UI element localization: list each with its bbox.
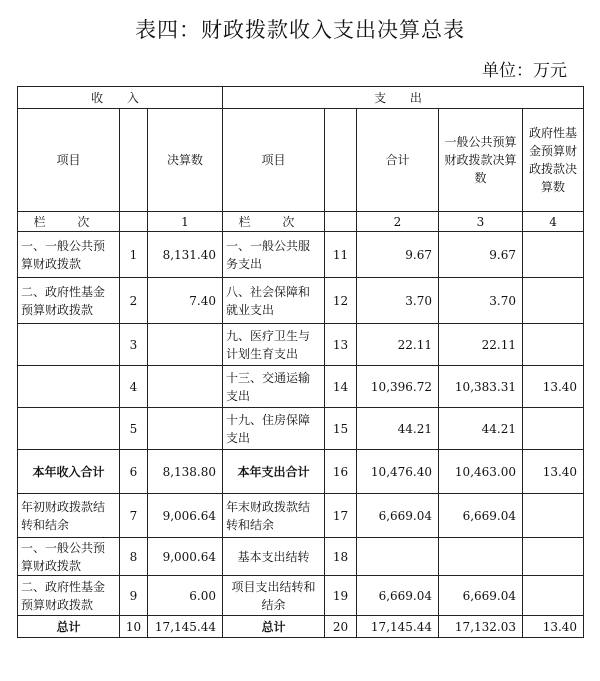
expense-header: 支 出 (223, 87, 584, 109)
page-title: 表四：财政拨款收入支出决算总表 (135, 18, 465, 42)
col-income-no (120, 109, 148, 212)
income-amount: 8,131.40 (148, 232, 223, 278)
income-header: 收 入 (18, 87, 223, 109)
expense-total: 6,669.04 (357, 494, 439, 538)
expense-fund (523, 494, 584, 538)
income-line-no: 3 (120, 324, 148, 366)
income-amount: 7.40 (148, 278, 223, 324)
expense-line-no: 12 (325, 278, 357, 324)
expense-fund: 13.40 (523, 366, 584, 408)
income-line-no: 8 (120, 538, 148, 576)
unit-label: 单位：万元 (482, 61, 567, 81)
expense-item: 基本支出结转 (223, 538, 325, 576)
income-item: 总计 (18, 616, 120, 638)
expense-total: 17,145.44 (357, 616, 439, 638)
expense-fund (523, 576, 584, 616)
expense-total: 10,476.40 (357, 450, 439, 494)
col-income-settled: 决算数 (148, 109, 223, 212)
income-line-no: 2 (120, 278, 148, 324)
income-item: 一、一般公共预算财政拨款 (18, 232, 120, 278)
table-row (18, 450, 584, 494)
income-line-no: 9 (120, 576, 148, 616)
expense-general: 22.11 (439, 324, 523, 366)
income-item: 年初财政拨款结转和结余 (18, 494, 120, 538)
income-item (18, 324, 120, 366)
expense-general: 44.21 (439, 408, 523, 450)
income-amount (148, 366, 223, 408)
income-line-no: 6 (120, 450, 148, 494)
col-expense-item: 项目 (223, 109, 325, 212)
expense-fund: 13.40 (523, 450, 584, 494)
expense-general (439, 538, 523, 576)
expense-total: 44.21 (357, 408, 439, 450)
income-line-no: 7 (120, 494, 148, 538)
col-label-blank (325, 212, 357, 232)
income-line-no: 1 (120, 232, 148, 278)
expense-item: 十九、住房保障支出 (223, 408, 325, 450)
expense-total: 6,669.04 (357, 576, 439, 616)
expense-general: 10,463.00 (439, 450, 523, 494)
income-amount (148, 408, 223, 450)
income-item (18, 408, 120, 450)
expense-fund (523, 538, 584, 576)
expense-general: 17,132.03 (439, 616, 523, 638)
expense-general: 6,669.04 (439, 494, 523, 538)
col-label-in: 栏 次 (18, 212, 120, 232)
expense-item: 十三、交通运输支出 (223, 366, 325, 408)
expense-fund (523, 408, 584, 450)
table-row (18, 324, 584, 366)
expense-line-no: 16 (325, 450, 357, 494)
col-number-1: 1 (148, 212, 223, 232)
expense-line-no: 20 (325, 616, 357, 638)
expense-total: 9.67 (357, 232, 439, 278)
col-number-3: 3 (439, 212, 523, 232)
income-amount: 17,145.44 (148, 616, 223, 638)
expense-line-no: 11 (325, 232, 357, 278)
expense-total: 10,396.72 (357, 366, 439, 408)
col-total: 合计 (357, 109, 439, 212)
income-item: 二、政府性基金预算财政拨款 (18, 278, 120, 324)
income-amount: 8,138.80 (148, 450, 223, 494)
expense-item: 九、医疗卫生与计划生育支出 (223, 324, 325, 366)
income-amount (148, 324, 223, 366)
expense-general: 3.70 (439, 278, 523, 324)
col-expense-no (325, 109, 357, 212)
expense-item: 年末财政拨款结转和结余 (223, 494, 325, 538)
table-row (18, 616, 584, 638)
col-fund: 政府性基金预算财政拨款决算数 (523, 109, 584, 212)
expense-line-no: 17 (325, 494, 357, 538)
expense-line-no: 18 (325, 538, 357, 576)
expense-general: 6,669.04 (439, 576, 523, 616)
col-label-blank (120, 212, 148, 232)
table-row (18, 494, 584, 538)
expense-line-no: 14 (325, 366, 357, 408)
expense-fund (523, 324, 584, 366)
expense-fund (523, 232, 584, 278)
col-general: 一般公共预算财政拨款决算数 (439, 109, 523, 212)
expense-fund: 13.40 (523, 616, 584, 638)
col-number-4: 4 (523, 212, 584, 232)
col-income-item: 项目 (18, 109, 120, 212)
expense-fund (523, 278, 584, 324)
expense-item: 项目支出结转和结余 (223, 576, 325, 616)
income-item: 一、一般公共预算财政拨款 (18, 538, 120, 576)
income-amount: 9,000.64 (148, 538, 223, 576)
income-item: 二、政府性基金预算财政拨款 (18, 576, 120, 616)
expense-line-no: 13 (325, 324, 357, 366)
expense-item: 一、一般公共服务支出 (223, 232, 325, 278)
table-row (18, 576, 584, 616)
table-row (18, 408, 584, 450)
table-row (18, 232, 584, 278)
table-row (18, 366, 584, 408)
table-row (18, 538, 584, 576)
expense-total: 3.70 (357, 278, 439, 324)
income-amount: 9,006.64 (148, 494, 223, 538)
income-line-no: 10 (120, 616, 148, 638)
expense-total: 22.11 (357, 324, 439, 366)
expense-general: 10,383.31 (439, 366, 523, 408)
table-row (18, 278, 584, 324)
expense-line-no: 15 (325, 408, 357, 450)
income-item (18, 366, 120, 408)
expense-item: 总计 (223, 616, 325, 638)
income-item: 本年收入合计 (18, 450, 120, 494)
expense-item: 八、社会保障和就业支出 (223, 278, 325, 324)
income-line-no: 5 (120, 408, 148, 450)
expense-total (357, 538, 439, 576)
col-label-out: 栏 次 (223, 212, 325, 232)
income-line-no: 4 (120, 366, 148, 408)
expense-general: 9.67 (439, 232, 523, 278)
settlement-table (17, 86, 584, 638)
expense-item: 本年支出合计 (223, 450, 325, 494)
income-amount: 6.00 (148, 576, 223, 616)
expense-line-no: 19 (325, 576, 357, 616)
col-number-2: 2 (357, 212, 439, 232)
